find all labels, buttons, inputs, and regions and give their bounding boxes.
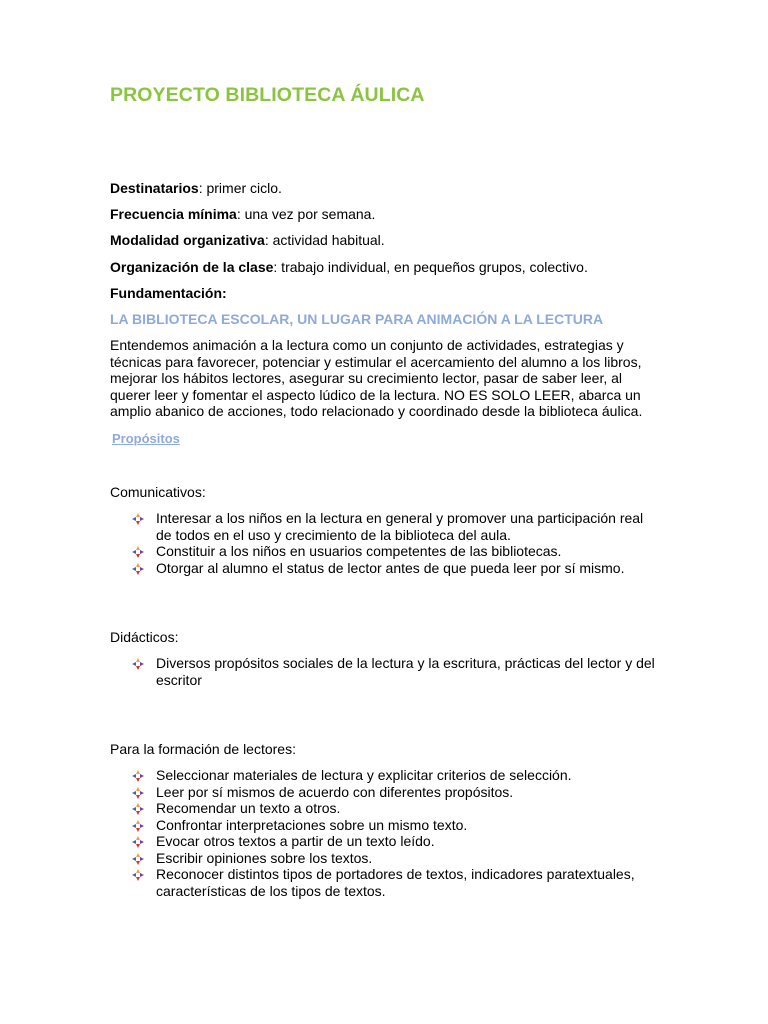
field-label: Modalidad organizativa [110, 232, 265, 248]
list-item-text: Otorgar al alumno el status de lector antes de que pueda leer por sí mismo. [156, 559, 625, 576]
four-arrows-bullet-icon [132, 658, 144, 670]
section-label-formacion-lectores: Para la formación de lectores: [110, 741, 296, 757]
list-item [132, 817, 662, 834]
four-arrows-bullet-icon [132, 770, 144, 782]
list-item-text: Confrontar interpretaciones sobre un mismo texto. [156, 816, 468, 833]
list-item [132, 833, 662, 850]
field-modalidad [110, 232, 385, 248]
four-arrows-bullet-icon [132, 803, 144, 815]
list-item-text: Evocar otros textos a partir de un texto leído. [156, 833, 435, 849]
field-label: Fundamentación: [110, 285, 227, 301]
list-item [132, 543, 662, 560]
propositos-link[interactable]: Propósitos [112, 431, 180, 446]
list-item [132, 560, 662, 577]
four-arrows-bullet-icon [132, 513, 144, 525]
bullet-list-comunicativos [132, 510, 662, 576]
list-item [132, 655, 662, 688]
list-item-text: Interesar a los niños en la lectura en general y promover una participación real de todos en el uso y crecimiento de la biblioteca del aula. [156, 510, 644, 543]
field-value: : una vez por semana. [236, 206, 376, 222]
field-frecuencia [110, 206, 375, 222]
list-item-text: Leer por sí mismos de acuerdo con diferentes propósitos. [156, 783, 514, 800]
document-title: PROYECTO BIBLIOTECA ÁULICA [110, 84, 425, 106]
field-label: Destinatarios [110, 180, 199, 196]
field-value: : trabajo individual, en pequeños grupos, colectivo. [273, 259, 588, 275]
list-item [132, 866, 662, 899]
section-label-comunicativos: Comunicativos: [110, 484, 206, 500]
bullet-list-didacticos [132, 655, 662, 688]
field-value: : primer ciclo. [198, 180, 282, 196]
field-destinatarios [110, 180, 282, 196]
four-arrows-bullet-icon [132, 836, 144, 848]
four-arrows-bullet-icon [132, 820, 144, 832]
field-value: : actividad habitual. [264, 232, 385, 248]
list-item-text: Reconocer distintos tipos de portadores de textos, indicadores paratextuales, características de los tipos de textos. [156, 866, 635, 899]
list-item-text: Escribir opiniones sobre los textos. [156, 849, 373, 866]
list-item-text: Seleccionar materiales de lectura y explicitar criterios de selección. [156, 767, 572, 783]
bullet-list-formacion-lectores [132, 767, 662, 899]
list-item [132, 767, 662, 784]
four-arrows-bullet-icon [132, 546, 144, 558]
list-item [132, 784, 662, 801]
list-item [132, 850, 662, 867]
four-arrows-bullet-icon [132, 787, 144, 799]
section-subheading: LA BIBLIOTECA ESCOLAR, UN LUGAR PARA ANIMACIÓN A LA LECTURA [110, 311, 604, 327]
list-item-text: Diversos propósitos sociales de la lectura y la escritura, prácticas del lector y del escritor [156, 655, 655, 688]
field-label: Organización de la clase [110, 259, 274, 275]
field-fundamentacion [110, 285, 227, 301]
four-arrows-bullet-icon [132, 853, 144, 865]
section-label-didacticos: Didácticos: [110, 629, 179, 645]
four-arrows-bullet-icon [132, 563, 144, 575]
list-item [132, 800, 662, 817]
list-item [132, 510, 662, 543]
list-item-text: Constituir a los niños en usuarios competentes de las bibliotecas. [156, 543, 562, 559]
fundamentacion-paragraph: Entendemos animación a la lectura como un conjunto de actividades, estrategias y técnicas para favorecer, potenciar y estimular el acercamiento del alumno a los libros, mejorar los hábitos lectores, asegurar su crecimiento lector, pasar de saber leer, al querer leer y fomentar el aspecto lúdico de la lectura. NO ES SOLO LEER, abarca un amplio abanico de acciones, todo relacionado y coordinado desde la biblioteca áulica. [110, 337, 643, 420]
four-arrows-bullet-icon [132, 869, 144, 881]
field-label: Frecuencia mínima [110, 206, 237, 222]
list-item-text: Recomendar un texto a otros. [156, 800, 341, 816]
field-organizacion [110, 259, 588, 275]
